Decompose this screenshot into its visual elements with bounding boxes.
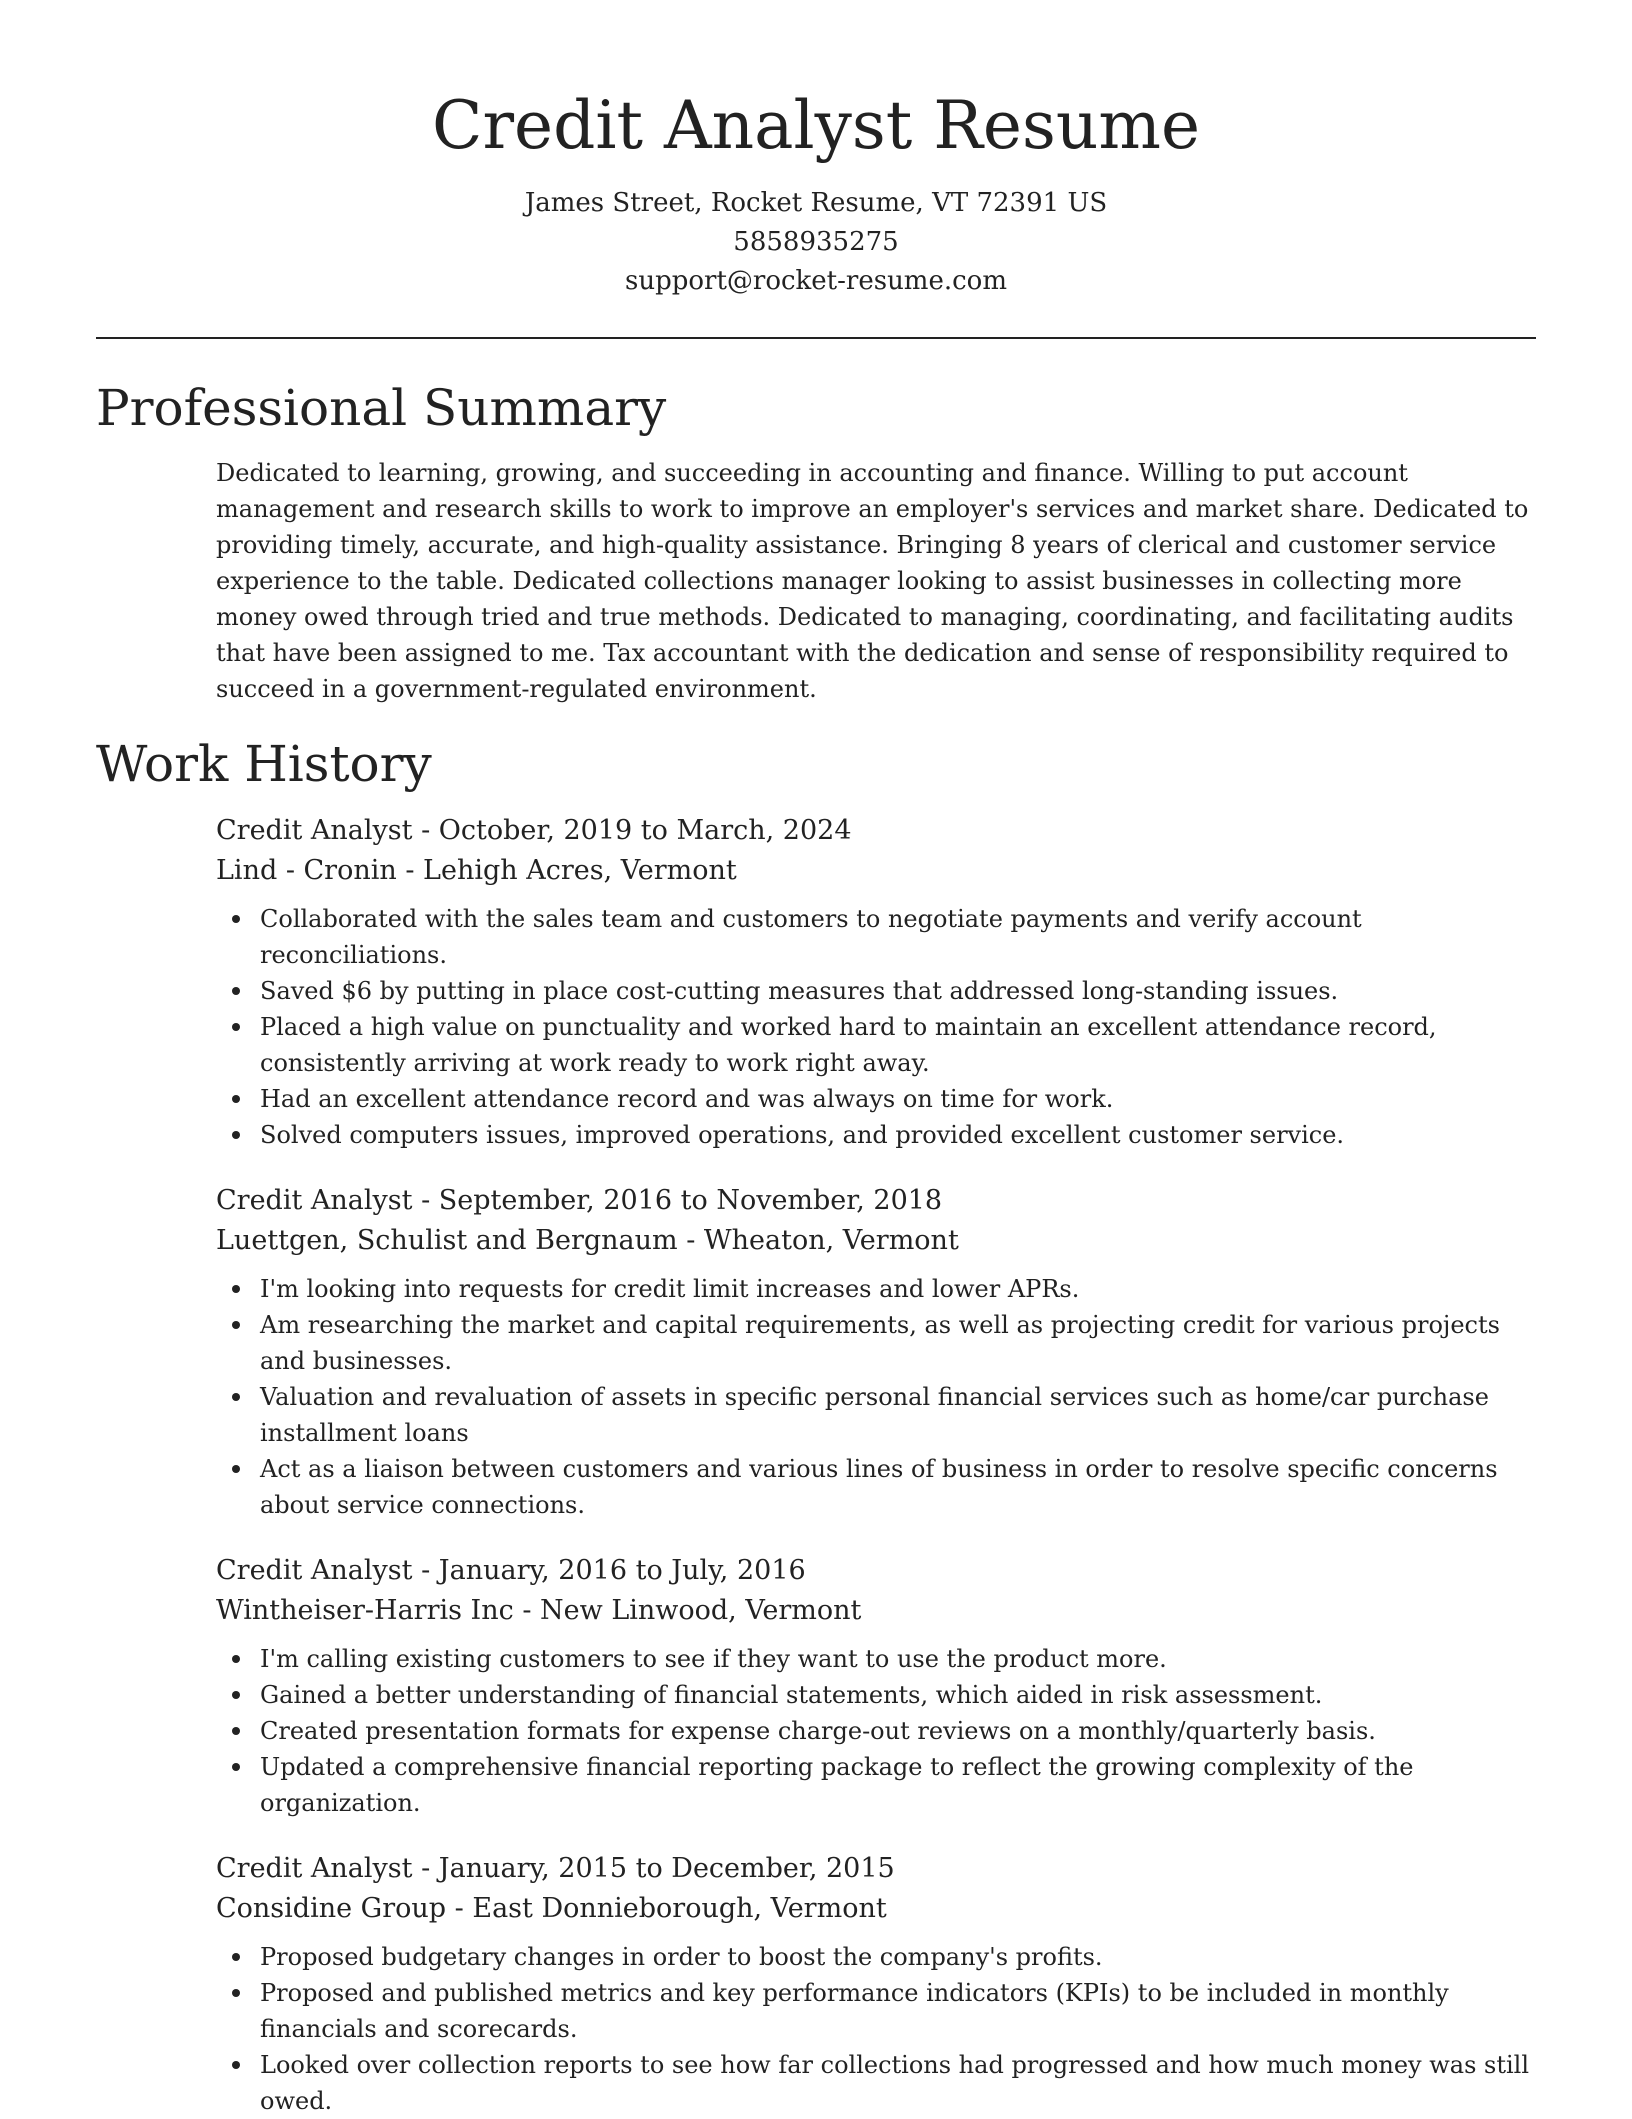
job-entry [216, 811, 1536, 1153]
job-bullet: Looked over collection reports to see how far collections had progressed and how much money was still owed. [260, 2047, 1536, 2119]
job-title: Credit Analyst [216, 1555, 413, 1586]
job-bullet: Proposed and published metrics and key performance indicators (KPIs) to be included in monthly financials and scorecards. [260, 1975, 1536, 2047]
contact-email: support@rocket-resume.com [624, 266, 1007, 296]
job-company: Lind - Cronin [216, 855, 397, 886]
summary-text: Dedicated to learning, growing, and succeeding in accounting and finance. Willing to put account management and research skills to work to improve an employer's services and market share. Dedicated to providing timely, accurate, and high-quality assistance. Bringing 8 years of clerical and customer service experience to the table. Dedicated collections manager looking to assist businesses in collecting more money owed through tried and true methods. Dedicated to managing, coordinating, and facilitating audits that have been assigned to me. Tax accountant with the dedication and sense of responsibility required to succeed in a government-regulated environment. [216, 459, 1529, 703]
job-company-line [216, 1591, 1536, 1631]
job-entry [216, 1551, 1536, 1821]
job-title-line [216, 1551, 1536, 1591]
contact-address: James Street, Rocket Resume, VT 72391 US [524, 188, 1108, 218]
job-title-line [216, 1849, 1536, 1889]
summary-heading: Professional Summary [96, 379, 667, 437]
job-bullet: Updated a comprehensive financial reporting package to reflect the growing complexity of the organization. [260, 1749, 1536, 1821]
job-bullet: I'm looking into requests for credit limit increases and lower APRs. [260, 1271, 1536, 1307]
job-entry [216, 1849, 1536, 2119]
job-dates: - January, 2016 to July, 2016 [412, 1555, 806, 1586]
job-bullet: Placed a high value on punctuality and worked hard to maintain an excellent attendance record, consistently arriving at work ready to work right away. [260, 1009, 1536, 1081]
job-title: Credit Analyst [216, 1853, 413, 1884]
work-history-heading: Work History [96, 735, 432, 793]
job-bullet: Collaborated with the sales team and customers to negotiate payments and verify account reconciliations. [260, 901, 1536, 973]
contact-block [96, 184, 1536, 301]
job-bullets [216, 1939, 1536, 2119]
job-location: - Wheaton, Vermont [677, 1225, 959, 1256]
work-history-section [96, 811, 1536, 2119]
job-bullet: I'm calling existing customers to see if they want to use the product more. [260, 1641, 1536, 1677]
job-company-line [216, 851, 1536, 891]
job-bullet: Solved computers issues, improved operations, and provided excellent customer service. [260, 1117, 1536, 1153]
job-bullets [216, 901, 1536, 1153]
job-bullet: Had an excellent attendance record and was always on time for work. [260, 1081, 1536, 1117]
job-dates: - January, 2015 to December, 2015 [412, 1853, 895, 1884]
job-bullet: Act as a liaison between customers and various lines of business in order to resolve specific concerns about service connections. [260, 1451, 1536, 1523]
job-bullets [216, 1641, 1536, 1821]
job-entry [216, 1181, 1536, 1523]
job-bullet: Valuation and revaluation of assets in specific personal financial services such as home/car purchase installment loans [260, 1379, 1536, 1451]
job-company: Wintheiser-Harris Inc [216, 1595, 514, 1626]
contact-phone: 5858935275 [733, 227, 899, 257]
header-divider [96, 337, 1536, 339]
job-title-line [216, 811, 1536, 851]
job-bullet: Am researching the market and capital requirements, as well as projecting credit for various projects and businesses. [260, 1307, 1536, 1379]
job-dates: - October, 2019 to March, 2024 [412, 815, 852, 846]
job-company: Luettgen, Schulist and Bergnaum [216, 1225, 678, 1256]
summary-section [96, 455, 1536, 707]
resume-header [96, 0, 1536, 301]
job-dates: - September, 2016 to November, 2018 [412, 1185, 943, 1216]
job-bullet: Gained a better understanding of financial statements, which aided in risk assessment. [260, 1677, 1536, 1713]
job-location: - New Linwood, Vermont [513, 1595, 862, 1626]
job-location: - East Donnieborough, Vermont [446, 1893, 887, 1924]
job-company-line [216, 1221, 1536, 1261]
job-title-line [216, 1181, 1536, 1221]
job-title: Credit Analyst [216, 1185, 413, 1216]
job-location: - Lehigh Acres, Vermont [396, 855, 737, 886]
job-bullet: Saved $6 by putting in place cost-cutting measures that addressed long-standing issues. [260, 973, 1536, 1009]
job-bullet: Created presentation formats for expense charge-out reviews on a monthly/quarterly basis. [260, 1713, 1536, 1749]
job-title: Credit Analyst [216, 815, 413, 846]
job-bullets [216, 1271, 1536, 1523]
resume-title: Credit Analyst Resume [431, 87, 1201, 164]
job-company-line [216, 1889, 1536, 1929]
job-company: Considine Group [216, 1893, 447, 1924]
job-bullet: Proposed budgetary changes in order to boost the company's profits. [260, 1939, 1536, 1975]
